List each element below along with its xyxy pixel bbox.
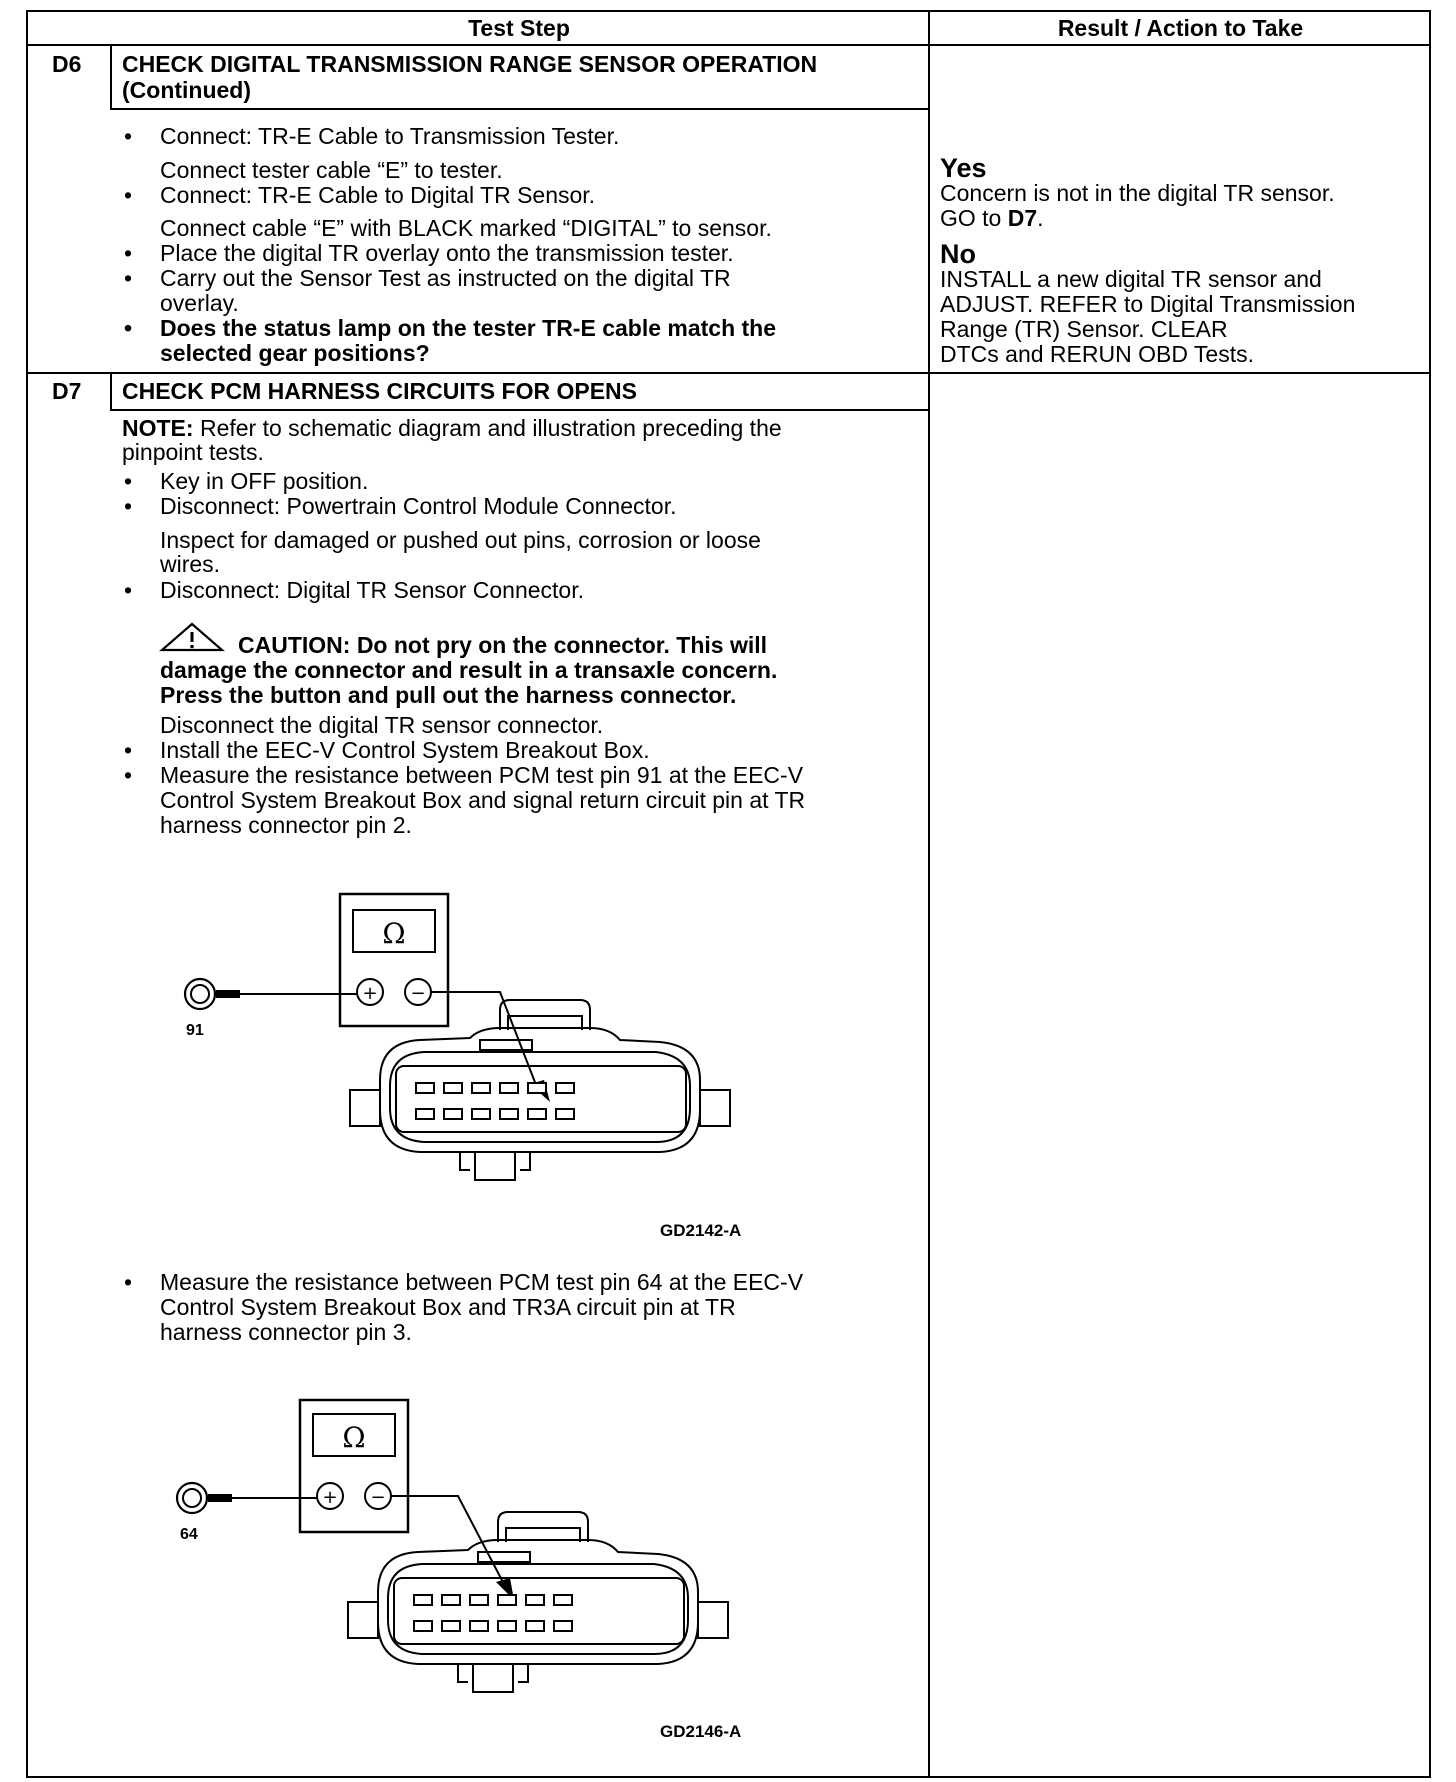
d6-title: CHECK DIGITAL TRANSMISSION RANGE SENSOR OPERATION: [122, 51, 818, 77]
d6-question: Does the status lamp on the tester TR-E cable match the: [160, 315, 777, 341]
header-divider: [26, 44, 1431, 46]
bullet: •: [124, 123, 133, 149]
d7-step1: Key in OFF position.: [160, 468, 369, 494]
bullet: •: [124, 468, 133, 494]
d7-caution-cont-1: damage the connector and result in a transaxle concern.: [160, 657, 778, 683]
plus-terminal: +: [322, 1487, 338, 1508]
header-result-action: Result / Action to Take: [1057, 15, 1304, 41]
note-text: Refer to schematic diagram and illustration preceding the: [193, 415, 782, 441]
d6-step4: Carry out the Sensor Test as instructed on the digital TR: [160, 265, 731, 291]
pin-label-91: 91: [186, 1022, 204, 1039]
d7-note: [122, 416, 782, 441]
bullet: •: [124, 737, 133, 763]
bullet: •: [124, 493, 133, 519]
d6-no-label: No: [940, 239, 976, 269]
d6-question-cont: selected gear positions?: [160, 340, 430, 366]
d6-no-text-1: INSTALL a new digital TR sensor and: [940, 266, 1322, 292]
minus-terminal: −: [410, 983, 426, 1004]
d6-no-text-4: DTCs and RERUN OBD Tests.: [940, 341, 1254, 367]
d6-row-divider: [26, 372, 1431, 374]
d6-title-divider: [110, 108, 930, 110]
d6-step3: Place the digital TR overlay onto the transmission tester.: [160, 240, 734, 266]
d6-yes-text: Concern is not in the digital TR sensor.: [940, 180, 1335, 206]
bullet: •: [124, 240, 133, 266]
meter-symbol: Ω: [342, 1421, 366, 1454]
d7-note-cont: pinpoint tests.: [122, 439, 264, 465]
bullet: •: [124, 762, 133, 788]
d6-step1: Connect: TR-E Cable to Transmission Tester.: [160, 123, 620, 149]
d7-title-divider: [110, 409, 930, 411]
d6-step-id: D6: [52, 51, 82, 77]
d7-step-id: D7: [52, 378, 82, 404]
d6-title-continued: (Continued): [122, 77, 252, 103]
figure-code-gd2142-a: GD2142-A: [660, 1221, 742, 1240]
id-column-divider-d6: [110, 46, 112, 110]
d7-step5: Measure the resistance between PCM test pin 91 at the EEC-V: [160, 762, 804, 788]
d7-step6: Measure the resistance between PCM test pin 64 at the EEC-V: [160, 1269, 804, 1295]
d7-step5-cont-1: Control System Breakout Box and signal return circuit pin at TR: [160, 787, 806, 813]
figure-gd2146-a: [168, 1392, 768, 1741]
plus-terminal: +: [362, 983, 378, 1004]
d7-step2: Disconnect: Powertrain Control Module Connector.: [160, 493, 677, 519]
goto-prefix: GO to: [940, 205, 1008, 231]
id-column-divider-d7: [110, 373, 112, 411]
figure-code-gd2146-a: GD2146-A: [660, 1722, 742, 1741]
pin-label-64: 64: [180, 1526, 198, 1543]
d7-caution: CAUTION: Do not pry on the connector. This will: [238, 632, 767, 658]
d7-step4: Install the EEC-V Control System Breakout Box.: [160, 737, 650, 763]
d6-no-text-2: ADJUST. REFER to Digital Transmission: [940, 291, 1356, 317]
d7-step2-sub: Inspect for damaged or pushed out pins, corrosion or loose: [160, 527, 761, 553]
d7-step5-cont-2: harness connector pin 2.: [160, 812, 412, 838]
bullet: •: [124, 577, 133, 603]
goto-link-d7[interactable]: D7: [1007, 205, 1038, 231]
d7-step6-cont-1: Control System Breakout Box and TR3A circuit pin at TR: [160, 1294, 736, 1320]
d6-step4-cont: overlay.: [160, 290, 239, 316]
d6-no-text-3: Range (TR) Sensor. CLEAR: [940, 316, 1228, 342]
d6-yes-goto: [940, 206, 1044, 231]
note-label: NOTE:: [122, 415, 194, 441]
minus-terminal: −: [370, 1487, 386, 1508]
bullet: •: [124, 182, 133, 208]
d7-step3: Disconnect: Digital TR Sensor Connector.: [160, 577, 584, 603]
bullet: •: [124, 265, 133, 291]
column-divider: [928, 10, 930, 1778]
ohmmeter-icon: [300, 1400, 408, 1532]
goto-suffix: .: [1037, 205, 1044, 231]
d7-title: CHECK PCM HARNESS CIRCUITS FOR OPENS: [122, 378, 637, 404]
ohmmeter-icon: [340, 894, 448, 1026]
figure-gd2142-a: [170, 880, 770, 1240]
header-test-step: Test Step: [468, 15, 570, 41]
d7-caution-cont-2: Press the button and pull out the harness connector.: [160, 682, 737, 708]
bullet: •: [124, 1269, 133, 1295]
d7-step2-sub-cont: wires.: [160, 551, 221, 577]
d7-step3-sub: Disconnect the digital TR sensor connector.: [160, 712, 604, 738]
bullet: •: [124, 315, 133, 341]
d7-step6-cont-2: harness connector pin 3.: [160, 1319, 412, 1345]
d6-step1-sub: Connect tester cable “E” to tester.: [160, 157, 503, 183]
caution-warning-icon: [160, 622, 224, 652]
d6-yes-label: Yes: [940, 153, 987, 183]
d6-step2: Connect: TR-E Cable to Digital TR Sensor.: [160, 182, 596, 208]
meter-symbol: Ω: [382, 917, 406, 950]
d6-step2-sub: Connect cable “E” with BLACK marked “DIGITAL” to sensor.: [160, 215, 772, 241]
